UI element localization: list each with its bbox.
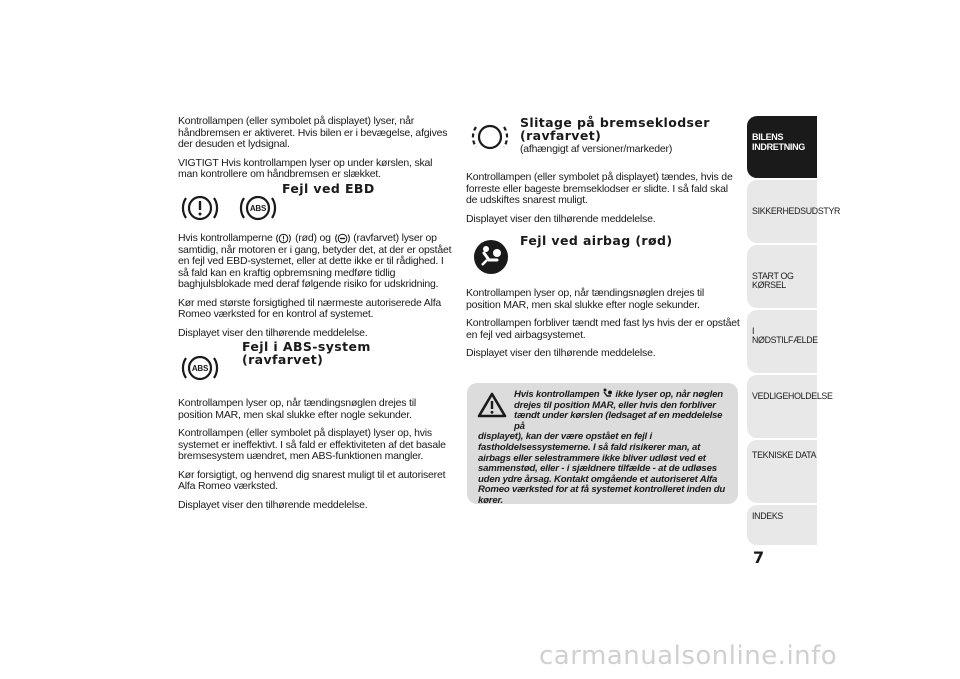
ebd-heading: [178, 180, 453, 228]
warning-text-b: ikke lyser op, når nøglen drejes til position MAR, eller hvis den forbliver tændt under kørslen (ledsaget af en meddelelse på: [514, 389, 723, 432]
warning-text-c: displayet), kan der være opstået en fejl i fastholdelsessystemerne. I så fald risikerer man, at airbags eller selestrammere ikke bliver udløst ved et sammenstød, eller - i sjældnere tilfælde - at de udløses uden ydre årsag. Kontakt omgående et autoriseret Alfa Romeo værksted for at få systemet kontrolleret inden du kører.: [478, 431, 726, 506]
warning-text: [478, 388, 730, 507]
tab-indeks[interactable]: [747, 505, 817, 545]
tab-label: INDEKS: [752, 511, 783, 521]
left-column: [178, 116, 453, 518]
brake-warning-icon: [178, 190, 222, 226]
warning-text-a: [478, 388, 730, 432]
page-number: 7: [753, 548, 765, 567]
abs-icon: [236, 190, 280, 226]
ebd-title: Fejl ved EBD: [282, 180, 375, 196]
pads-subtitle: (afhængigt af versioner/markeder): [520, 143, 673, 155]
warning-lead: Hvis kontrollampen: [514, 389, 600, 400]
airbag-heading: [466, 232, 741, 288]
abs-text-2: Kontrollampen (eller symbolet på displayet) lyser op, hvis systemet er ineffektivt. I så fald er effektiviteten af det basale bremsesystem uændret, men ABS-funktionen mangler.: [178, 427, 446, 462]
airbag-text-1: Kontrollampen lyser op, når tændingsnøglen drejes til position MAR, men skal slukke efter nogle sekunder.: [466, 287, 705, 311]
svg-text:ABS: ABS: [249, 203, 267, 213]
watermark: carmanualsonline.info: [539, 641, 838, 671]
tab-label: TEKNISKE DATA: [752, 450, 817, 460]
pads-text-1: Kontrollampen (eller symbolet på displayet) tændes, hvis de forreste eller bageste bremseklodser er slidte. I så fald skal de udskiftes snarest muligt.: [466, 171, 733, 206]
abs-title: Fejl i ABS-system (ravfarvet): [242, 339, 371, 367]
tab-label: VEDLIGEHOLDELSE: [752, 391, 833, 401]
ebd-text-1c: (ravfarvet) lyser op samtidig, når motoren er i gang, betyder det, at der er opstået en fejl ved EBD-systemet, eller at dette ikke er til rådighed. I så fald kan en kraftig opbremsning medføre tidlig baghjulsblokade med deraf følgende risiko for udskridning.: [178, 231, 452, 290]
important-text: VIGTIGT Hvis kontrollampen lyser op under kørslen, skal man kontrollere om håndbremsen er slækket.: [178, 156, 433, 180]
airbag-icon: [472, 238, 510, 276]
ebd-text-1: [178, 232, 453, 291]
right-column: [466, 116, 741, 367]
airbag-icon: [602, 388, 613, 398]
tab-label: I NØDSTILFÆLDE: [752, 326, 818, 345]
ebd-text-2: Kør med største forsigtighed til nærmeste autoriserede Alfa Romeo værksted for en kontrol af systemet.: [178, 296, 442, 320]
ebd-text-1b: (rød) og: [295, 231, 331, 244]
ebd-text-3: Displayet viser den tilhørende meddelelse.: [178, 326, 368, 339]
tab-vedligeholdelse[interactable]: [747, 375, 833, 438]
tab-label: [752, 132, 805, 152]
abs-text-4: Displayet viser den tilhørende meddelelse.: [178, 498, 368, 511]
abs-icon: [178, 350, 222, 386]
tab-bilens-indretning[interactable]: [747, 116, 817, 178]
ebd-text-1a: Hvis kontrollamperne: [178, 231, 273, 244]
brake-pads-icon: [468, 118, 512, 156]
pads-title: Slitage på bremseklodser (ravfarvet): [520, 115, 710, 143]
airbag-title: Fejl ved airbag (rød): [520, 233, 673, 248]
airbag-text-2: Kontrollampen forbliver tændt med fast lys hvis der er opstået en fejl ved airbagsystemet.: [466, 317, 740, 341]
tab-label-line-2: INDRETNING: [752, 142, 805, 152]
abs-text-3: Kør forsigtigt, og henvend dig snarest muligt til et autoriseret Alfa Romeo værksted.: [178, 468, 446, 492]
svg-text:ABS: ABS: [191, 364, 209, 373]
tab-label-line-1: BILENS: [752, 132, 784, 142]
tab-start-og-korsel[interactable]: [747, 245, 817, 308]
handbrake-text: Kontrollampen (eller symbolet på displayet) lyser, når håndbremsen er aktiveret. Hvis bilen er i bevægelse, afgives der desuden et lydsignal.: [178, 115, 448, 150]
tab-label: START OG KØRSEL: [752, 271, 794, 290]
pads-heading: [466, 116, 741, 172]
tab-tekniske-data[interactable]: [747, 440, 817, 503]
tab-sikkerhedsudstyr[interactable]: [747, 180, 841, 243]
tab-label: SIKKERHEDSUDSTYR: [752, 206, 841, 216]
abs-text-1: Kontrollampen lyser op, når tændingsnøglen drejes til position MAR, men skal slukke efter nogle sekunder.: [178, 397, 417, 421]
pads-text-2: Displayet viser den tilhørende meddelelse.: [466, 212, 656, 225]
abs-heading: [178, 339, 453, 390]
tab-i-nodstilfaelde[interactable]: [747, 310, 817, 373]
airbag-text-3: Displayet viser den tilhørende meddelelse.: [466, 347, 656, 359]
